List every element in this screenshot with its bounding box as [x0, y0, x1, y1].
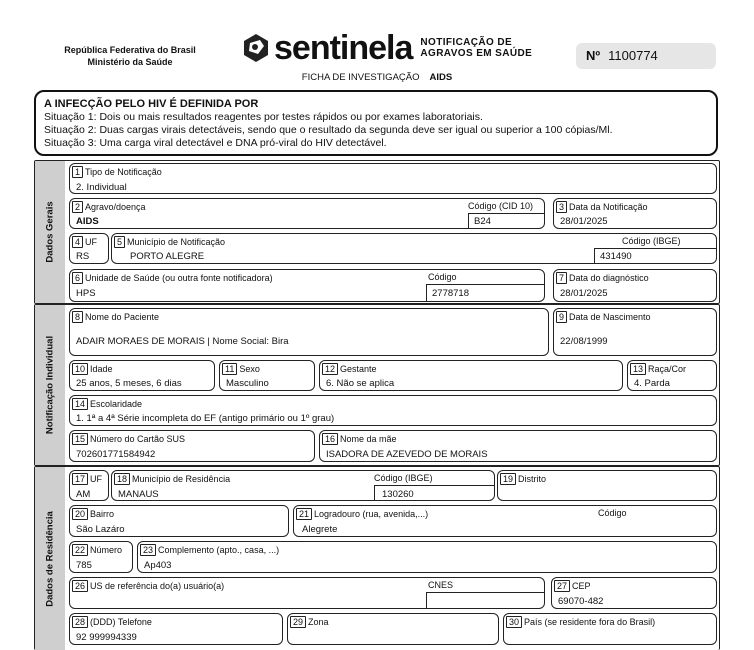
field-label: UF: [85, 237, 98, 247]
section-label-notificacao-individual: Notificação Individual: [44, 335, 56, 435]
form-title-type: AIDS: [429, 72, 453, 83]
field-number: 1: [72, 166, 83, 178]
field-uf-residencia[interactable]: [69, 470, 109, 501]
form-title: [0, 72, 754, 83]
field-value: 1. 1ª a 4ª Série incompleta do EF (antigo primário ou 1º grau): [76, 413, 335, 424]
cnes-box: [426, 592, 545, 609]
field-number: 23: [140, 544, 156, 556]
hiv-definition-line-3: Situação 3: Uma carga viral detectável e DNA pró-viral do HIV detectável.: [44, 137, 387, 149]
sidebar-notificacao-individual: [35, 305, 65, 465]
hiv-definition-line-1: Situação 1: Dois ou mais resultados reagentes por testes rápidos ou por exames laboratoriais.: [44, 111, 483, 123]
field-pais[interactable]: [503, 613, 717, 645]
field-escolaridade[interactable]: [69, 395, 717, 426]
field-numero[interactable]: [69, 541, 133, 573]
field-number: 18: [114, 473, 130, 485]
field-number: 10: [72, 363, 88, 375]
field-label: (DDD) Telefone: [90, 617, 152, 627]
field-label: Complemento (apto., casa, ...): [158, 545, 280, 555]
field-label: Município de Residência: [132, 474, 231, 484]
field-number: 9: [556, 311, 567, 323]
field-value: ADAIR MORAES DE MORAIS | Nome Social: Bira: [76, 336, 289, 347]
field-value: AIDS: [76, 216, 99, 227]
field-number: 2: [72, 201, 83, 213]
field-number: 14: [72, 398, 88, 410]
cnes-label: CNES: [428, 580, 454, 590]
notification-number-label: Nº: [586, 48, 601, 63]
unit-code-value: 2778718: [432, 288, 469, 299]
notification-number-value: 1100774: [608, 48, 658, 63]
field-label: Unidade de Saúde (ou outra fonte notificadora): [85, 273, 273, 283]
field-number: 22: [72, 544, 88, 556]
field-label: Número: [90, 545, 123, 555]
ibge-label: Código (IBGE): [374, 473, 433, 483]
field-value: Alegrete: [302, 524, 338, 535]
section-dados-gerais: [34, 160, 720, 304]
field-nome-mae[interactable]: [319, 430, 717, 462]
field-label: Zona: [308, 617, 329, 627]
logo-subtitle-line-1: NOTIFICAÇÃO DE: [420, 37, 513, 48]
field-data-notificacao[interactable]: [553, 198, 717, 229]
sidebar-dados-gerais: [35, 161, 65, 303]
field-uf-notificacao[interactable]: [69, 233, 109, 264]
government-header: [40, 44, 220, 68]
field-sexo[interactable]: [219, 360, 315, 391]
field-number: 8: [72, 311, 83, 323]
field-zona[interactable]: [287, 613, 499, 645]
field-number: 12: [322, 363, 338, 375]
sentinela-logo-icon: [240, 32, 272, 64]
field-label: Data do diagnóstico: [569, 273, 649, 283]
field-us-referencia[interactable]: [69, 577, 545, 609]
street-code-label: Código: [598, 508, 627, 518]
field-complemento[interactable]: [137, 541, 717, 573]
field-label: Município de Notificação: [127, 237, 226, 247]
form-title-label: FICHA DE INVESTIGAÇÃO: [301, 72, 420, 83]
field-number: 11: [222, 363, 237, 375]
field-value: 25 anos, 5 meses, 6 dias: [76, 378, 182, 389]
field-label: Nome da mãe: [340, 434, 397, 444]
field-label: US de referência do(a) usuário(a): [90, 581, 225, 591]
field-value: Masculino: [226, 378, 269, 389]
field-value: 69070-482: [558, 596, 604, 607]
cid-label: Código (CID 10): [468, 201, 534, 211]
ibge-value: 431490: [600, 251, 632, 262]
field-label: Idade: [90, 364, 113, 374]
field-data-nascimento[interactable]: [553, 308, 717, 356]
field-label: UF: [90, 474, 103, 484]
gov-line-1: República Federativa do Brasil: [64, 45, 196, 55]
field-value: 6. Não se aplica: [326, 378, 395, 389]
field-number: 13: [630, 363, 646, 375]
field-number: 16: [322, 433, 338, 445]
field-label: Logradouro (rua, avenida,...): [314, 509, 429, 519]
ibge-value: 130260: [382, 489, 414, 500]
field-value: 28/01/2025: [560, 288, 608, 299]
field-municipio-residencia[interactable]: [111, 470, 495, 501]
field-value: São Lazáro: [76, 524, 125, 535]
field-number: 4: [72, 236, 83, 248]
hiv-definition-line-2: Situação 2: Duas cargas virais detectáveis, sendo que o resultado da segunda deve ser igual ou superior a 100 cópias/Ml.: [44, 124, 613, 136]
field-value: MANAUS: [118, 489, 159, 500]
field-label: CEP: [572, 581, 591, 591]
section-label-dados-gerais: Dados Gerais: [44, 201, 56, 263]
field-value: 4. Parda: [634, 378, 670, 389]
field-value: 28/01/2025: [560, 216, 608, 227]
field-value: AM: [76, 489, 91, 500]
hiv-definition-box: [34, 90, 718, 156]
ibge-label: Código (IBGE): [622, 236, 681, 246]
field-number: 20: [72, 508, 88, 520]
field-label: Distrito: [518, 474, 547, 484]
sidebar-dados-residencia: [35, 467, 65, 650]
section-dados-residencia: [34, 466, 720, 650]
field-number: 3: [556, 201, 567, 213]
field-distrito[interactable]: [497, 470, 717, 501]
field-raca-cor[interactable]: [627, 360, 717, 391]
field-value: 702601771584942: [76, 449, 156, 460]
field-value: 92 999994339: [76, 632, 137, 643]
field-number: 26: [72, 580, 88, 592]
field-value: 785: [76, 560, 92, 571]
field-label: Tipo de Notificação: [85, 167, 162, 177]
field-label: Escolaridade: [90, 399, 143, 409]
field-label: Gestante: [340, 364, 377, 374]
field-number: 30: [506, 616, 522, 628]
field-value: ISADORA DE AZEVEDO DE MORAIS: [326, 449, 488, 460]
field-label: Número do Cartão SUS: [90, 434, 186, 444]
section-notificacao-individual: [34, 304, 720, 466]
field-cartao-sus[interactable]: [69, 430, 315, 462]
sentinela-logo: [240, 28, 532, 68]
field-tipo-notificacao[interactable]: [69, 163, 717, 194]
field-number: 5: [114, 236, 125, 248]
field-number: 15: [72, 433, 88, 445]
field-label: Sexo: [239, 364, 260, 374]
field-unidade-saude[interactable]: [69, 269, 545, 302]
field-agravo-doenca[interactable]: [69, 198, 545, 229]
field-value: Ap403: [144, 560, 172, 571]
logo-subtitle: [420, 37, 532, 59]
field-idade[interactable]: [69, 360, 215, 391]
field-value: 2. Individual: [76, 182, 127, 193]
field-label: Bairro: [90, 509, 115, 519]
gov-line-2: Ministério da Saúde: [87, 57, 173, 67]
field-bairro[interactable]: [69, 505, 289, 537]
field-value: RS: [76, 251, 90, 262]
field-number: 21: [296, 508, 312, 520]
field-cep[interactable]: [551, 577, 717, 609]
field-value: HPS: [76, 288, 96, 299]
cid-value: B24: [474, 216, 491, 227]
field-data-diagnostico[interactable]: [553, 269, 717, 302]
notification-number: [576, 43, 716, 69]
field-nome-paciente[interactable]: [69, 308, 549, 356]
field-number: 27: [554, 580, 570, 592]
field-label: Data da Notificação: [569, 202, 648, 212]
field-number: 28: [72, 616, 88, 628]
field-label: Agravo/doença: [85, 202, 146, 212]
field-number: 29: [290, 616, 306, 628]
field-value: PORTO ALEGRE: [130, 251, 205, 262]
section-label-dados-residencia: Dados de Residência: [44, 511, 56, 607]
hiv-definition-title: A INFECÇÃO PELO HIV É DEFINIDA POR: [44, 98, 259, 110]
unit-code-label: Código: [428, 272, 457, 282]
field-label: Nome do Paciente: [85, 312, 160, 322]
field-telefone[interactable]: [69, 613, 283, 645]
field-logradouro[interactable]: [293, 505, 717, 537]
field-number: 19: [500, 473, 516, 485]
field-label: Data de Nascimento: [569, 312, 651, 322]
field-value: 22/08/1999: [560, 336, 608, 347]
field-label: País (se residente fora do Brasil): [524, 617, 656, 627]
field-number: 7: [556, 272, 567, 284]
field-municipio-notificacao[interactable]: [111, 233, 717, 264]
field-label: Raça/Cor: [648, 364, 687, 374]
field-number: 17: [72, 473, 88, 485]
field-number: 6: [72, 272, 83, 284]
field-gestante[interactable]: [319, 360, 623, 391]
logo-subtitle-line-2: AGRAVOS EM SAÚDE: [420, 48, 533, 59]
logo-wordmark: sentinela: [274, 29, 413, 67]
